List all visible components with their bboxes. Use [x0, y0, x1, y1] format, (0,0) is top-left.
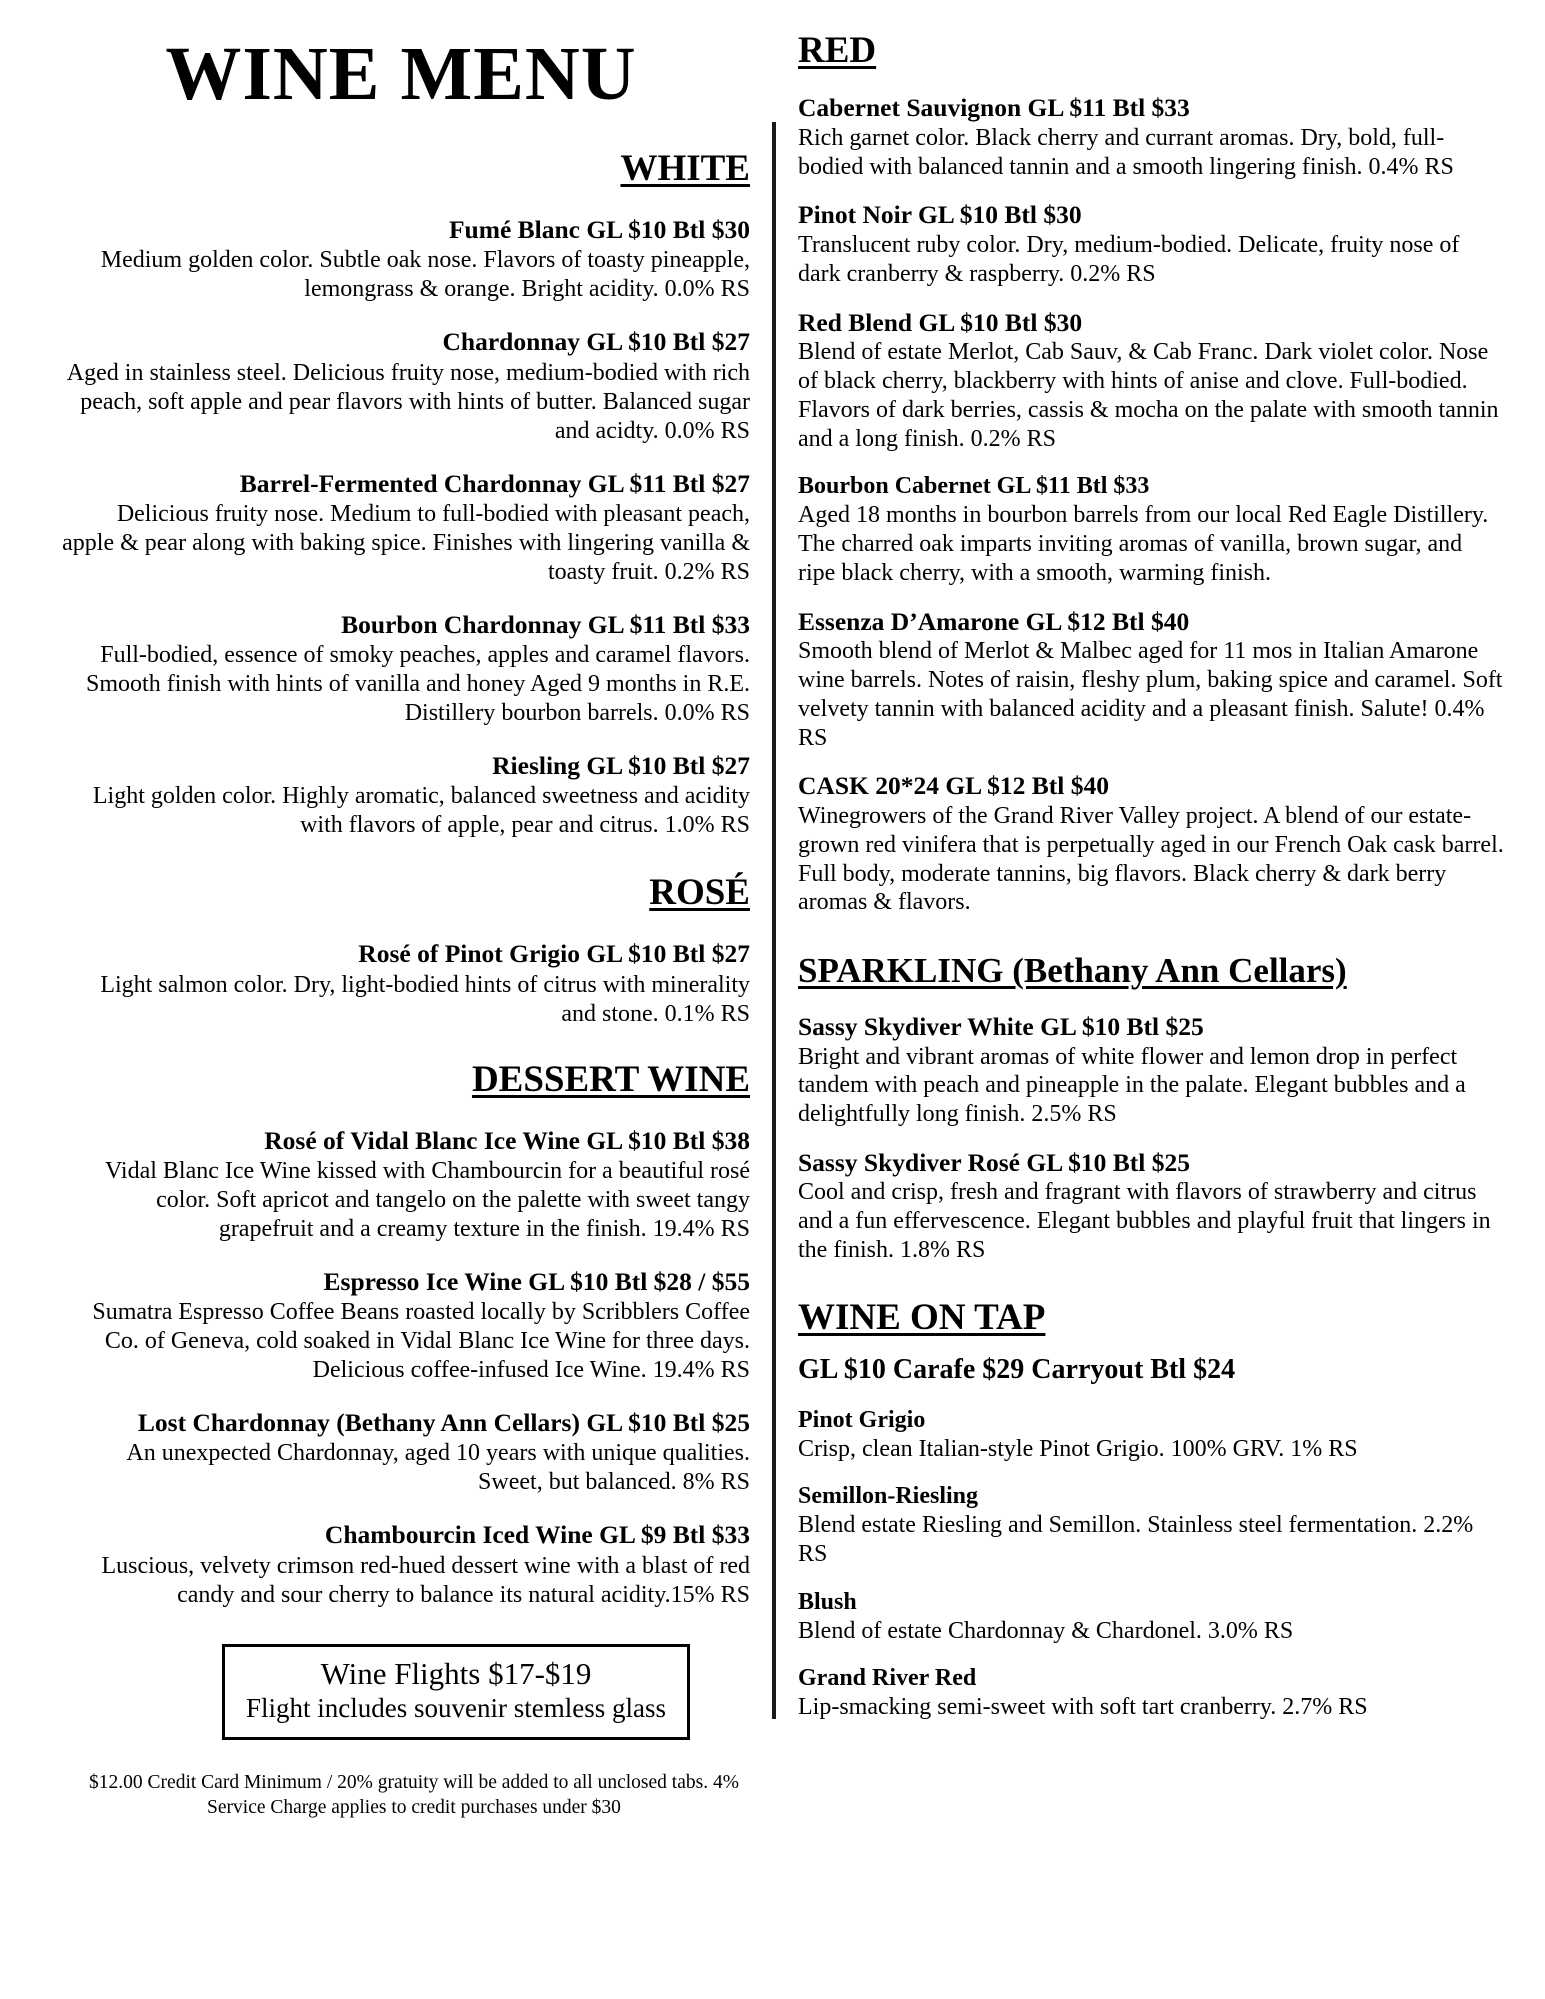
- item-name: Lost Chardonnay (Bethany Ann Cellars) GL $10 Btl $25: [137, 1408, 750, 1438]
- item-name: Bourbon Chardonnay GL $11 Btl $33: [341, 609, 750, 639]
- item-name: Sassy Skydiver White GL $10 Btl $25: [798, 1011, 1204, 1041]
- item-name: Pinot Noir GL $10 Btl $30: [798, 200, 1082, 230]
- item-description: Rich garnet color. Black cherry and currant aromas. Dry, bold, full-bodied with balanced tannin and a smooth lingering finish. 0.4% RS: [798, 124, 1454, 180]
- item-name: Grand River Red: [798, 1665, 977, 1692]
- item-description: Medium golden color. Subtle oak nose. Flavors of toasty pineapple, lemongrass & orange. Bright acidity. 0.0% RS: [100, 247, 750, 303]
- menu-item: [62, 609, 750, 728]
- item-name: Rosé of Vidal Blanc Ice Wine GL $10 Btl $38: [264, 1125, 750, 1155]
- item-description: Blend estate Riesling and Semillon. Stainless steel fermentation. 2.2% RS: [798, 1512, 1474, 1567]
- item-name: Semillon-Riesling: [798, 1483, 979, 1510]
- right-column: [776, 0, 1545, 1999]
- section-heading-white: WHITE: [620, 148, 750, 189]
- menu-item: [798, 1148, 1505, 1265]
- item-description: Light golden color. Highly aromatic, balanced sweetness and acidity with flavors of apple, pear and citrus. 1.0% RS: [92, 783, 750, 839]
- item-description: Crisp, clean Italian-style Pinot Grigio. 100% GRV. 1% RS: [798, 1435, 1358, 1462]
- footer-disclaimer: $12.00 Credit Card Minimum / 20% gratuity will be added to all unclosed tabs. 4% Service Charge applies to credit purchases under $30: [89, 1771, 739, 1818]
- menu-item: [62, 326, 750, 445]
- menu-item: [62, 1125, 750, 1244]
- menu-item: [62, 468, 750, 587]
- menu-item: [62, 938, 750, 1028]
- wine-flights-price: Wine Flights $17-$19: [320, 1655, 592, 1691]
- wine-flights-note: Flight includes souvenir stemless glass: [246, 1693, 666, 1724]
- item-description: Cool and crisp, fresh and fragrant with flavors of strawberry and citrus and a fun effervescence. Elegant bubbles and playful fruit that lingers in the finish. 1.8% RS: [798, 1179, 1491, 1264]
- page-title: WINE MENU: [165, 32, 637, 116]
- item-description: Delicious fruity nose. Medium to full-bodied with pleasant peach, apple & pear along with baking spice. Finishes with lingering vanilla & toasty fruit. 0.2% RS: [62, 500, 750, 585]
- item-description: Bright and vibrant aromas of white flower and lemon drop in perfect tandem with peach and pineapple in the palate. Elegant bubbles and a delightfully long finish. 2.5% RS: [798, 1043, 1466, 1128]
- wine-on-tap-pricing: GL $10 Carafe $29 Carryout Btl $24: [798, 1354, 1236, 1386]
- menu-item: [798, 1588, 1505, 1646]
- item-name: Cabernet Sauvignon GL $11 Btl $33: [798, 93, 1190, 123]
- item-name: Riesling GL $10 Btl $27: [492, 751, 750, 781]
- left-column: [0, 0, 772, 1999]
- item-description: Sumatra Espresso Coffee Beans roasted locally by Scribblers Coffee Co. of Geneva, cold soaked in Vidal Blanc Ice Wine for three days. Delicious coffee-infused Ice Wine. 19.4% RS: [92, 1299, 750, 1384]
- item-name: Essenza D’Amarone GL $12 Btl $40: [798, 606, 1190, 636]
- item-name: Chardonnay GL $10 Btl $27: [442, 327, 750, 357]
- item-description: Luscious, velvety crimson red-hued dessert wine with a blast of red candy and sour cherry to balance its natural acidity.15% RS: [101, 1552, 750, 1608]
- section-heading-rose: ROSÉ: [649, 872, 750, 914]
- item-description: Aged in stainless steel. Delicious fruity nose, medium-bodied with rich peach, soft apple and pear flavors with hints of butter. Balanced sugar and acidty. 0.0% RS: [66, 359, 750, 444]
- wine-flights-box: [222, 1644, 690, 1740]
- item-name: Pinot Grigio: [798, 1406, 926, 1433]
- menu-item: [798, 93, 1505, 181]
- item-name: Espresso Ice Wine GL $10 Btl $28 / $55: [323, 1267, 750, 1297]
- item-description: Aged 18 months in bourbon barrels from our local Red Eagle Distillery. The charred oak imparts inviting aromas of vanilla, brown sugar, and ripe black cherry, with a smooth, warming finish.: [798, 502, 1489, 586]
- menu-item: [798, 771, 1505, 917]
- section-heading-sparkling: SPARKLING (Bethany Ann Cellars): [798, 951, 1347, 991]
- menu-item: [798, 1482, 1505, 1568]
- item-description: Smooth blend of Merlot & Malbec aged for 11 mos in Italian Amarone wine barrels. Notes of raisin, fleshy plum, baking spice and caramel. Soft velvety tannin with balanced acidity and a pleasant finish. Salute! 0.4% RS: [798, 638, 1503, 751]
- menu-item: [62, 214, 750, 304]
- item-description: Lip-smacking semi-sweet with soft tart cranberry. 2.7% RS: [798, 1694, 1368, 1721]
- menu-item: [798, 1012, 1505, 1129]
- section-heading-red: RED: [798, 30, 877, 71]
- item-name: Chambourcin Iced Wine GL $9 Btl $33: [324, 1520, 750, 1550]
- section-heading-dessert-wine: DESSERT WINE: [471, 1058, 750, 1100]
- item-name: Bourbon Cabernet GL $11 Btl $33: [798, 473, 1150, 500]
- menu-item: [798, 1664, 1505, 1722]
- item-description: Winegrowers of the Grand River Valley project. A blend of our estate-grown red vinifera that is perpetually aged in our French Oak cask barrel. Full body, moderate tannins, big flavors. Black cherry & dark berry aromas & flavors.: [798, 802, 1504, 916]
- item-description: Vidal Blanc Ice Wine kissed with Chambourcin for a beautiful rosé color. Soft apricot and tangelo on the palette with sweet tangy grapefruit and a creamy texture in the finish. 19.4% RS: [105, 1157, 750, 1243]
- item-name: Fumé Blanc GL $10 Btl $30: [448, 215, 750, 245]
- menu-item: [62, 750, 750, 840]
- item-description: Translucent ruby color. Dry, medium-bodied. Delicate, fruity nose of dark cranberry & raspberry. 0.2% RS: [798, 232, 1460, 287]
- item-name: Barrel-Fermented Chardonnay GL $11 Btl $27: [239, 468, 750, 498]
- item-name: Sassy Skydiver Rosé GL $10 Btl $25: [798, 1147, 1191, 1177]
- item-description: Light salmon color. Dry, light-bodied hints of citrus with minerality and stone. 0.1% RS: [100, 971, 750, 1027]
- item-description: Blend of estate Chardonnay & Chardonel. 3.0% RS: [798, 1617, 1294, 1644]
- menu-item: [798, 1406, 1505, 1464]
- item-name: Red Blend GL $10 Btl $30: [798, 307, 1083, 337]
- item-name: CASK 20*24 GL $12 Btl $40: [798, 771, 1109, 801]
- item-description: Full-bodied, essence of smoky peaches, apples and caramel flavors. Smooth finish with hints of vanilla and honey Aged 9 months in R.E. Distillery bourbon barrels. 0.0% RS: [86, 641, 750, 726]
- item-name: Rosé of Pinot Grigio GL $10 Btl $27: [358, 939, 750, 969]
- section-heading-wine-on-tap: WINE ON TAP: [798, 1296, 1046, 1338]
- item-name: Blush: [798, 1588, 857, 1615]
- menu-item: [798, 200, 1505, 288]
- menu-item: [798, 607, 1505, 753]
- menu-item: [798, 308, 1505, 454]
- item-description: An unexpected Chardonnay, aged 10 years with unique qualities. Sweet, but balanced. 8% RS: [126, 1440, 750, 1496]
- item-description: Blend of estate Merlot, Cab Sauv, & Cab Franc. Dark violet color. Nose of black cherry, blackberry with hints of anise and clove. Full-bodied. Flavors of dark berries, cassis & mocha on the palate with smooth tannin and a long finish. 0.2% RS: [798, 339, 1499, 452]
- menu-item: [62, 1407, 750, 1497]
- menu-item: [62, 1266, 750, 1385]
- menu-item: [62, 1519, 750, 1609]
- menu-item: [798, 472, 1505, 587]
